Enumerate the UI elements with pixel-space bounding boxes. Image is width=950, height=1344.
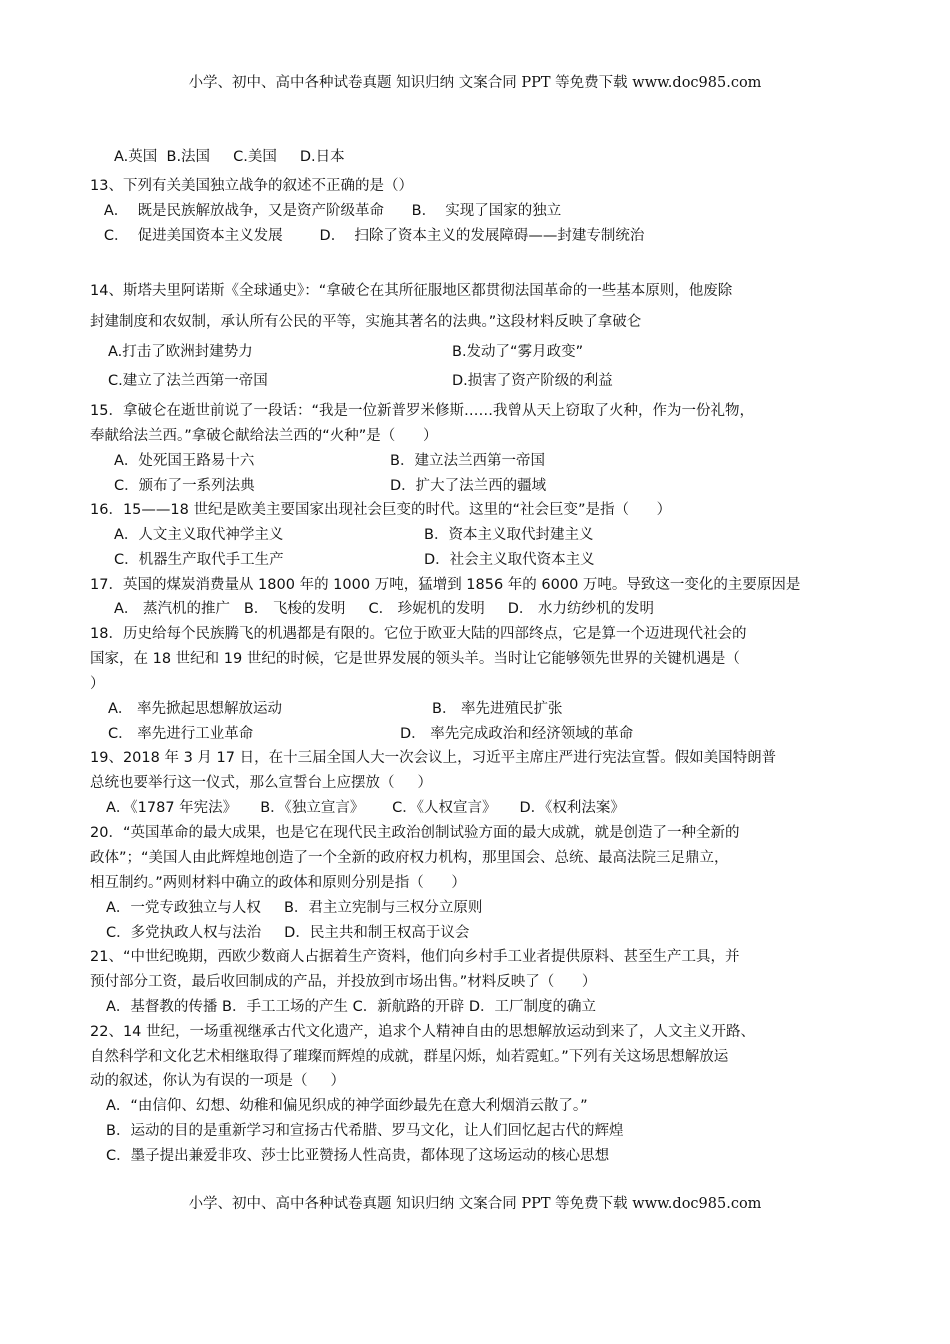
q18-option-d: D． 率先完成政治和经济领域的革命 <box>400 726 634 742</box>
q20-stem-1: 20．“英国革命的最大成果，也是它在现代民主政治创制试验方面的最大成就，就是创造了一种全新的 <box>90 825 740 841</box>
q22-option-c: C．墨子提出兼爱非攻、莎士比亚赞扬人性高贵，都体现了这场运动的核心思想 <box>106 1148 610 1164</box>
q13-stem: 13、下列有关美国独立战争的叙述不正确的是（） <box>90 178 413 194</box>
q20-options-ab: A．一党专政独立与人权 B．君主立宪制与三权分立原则 <box>106 900 483 916</box>
q20-stem-2: 政体”；“美国人由此辉煌地创造了一个全新的政府权力机构，那里国会、总统、最高法院三足鼎立， <box>90 850 729 866</box>
q20-options-cd: C．多党执政人权与法治 D．民主共和制王权高于议会 <box>106 925 470 941</box>
q21-stem-2: 预付部分工资，最后收回制成的产品，并投放到市场出售。”材料反映了（ ） <box>90 974 597 990</box>
q22-stem-1: 22、14 世纪，一场重视继承古代文化遗产，追求个人精神自由的思想解放运动到来了，人文主义开路、 <box>90 1024 756 1040</box>
q17-stem: 17．英国的煤炭消费量从 1800 年的 1000 万吨，猛增到 1856 年的 6000 万吨。导致这一变化的主要原因是 <box>90 577 801 593</box>
q18-option-c: C． 率先进行工业革命 <box>108 726 254 742</box>
q21-stem-1: 21、“中世纪晚期，西欧少数商人占据着生产资料，他们向乡村手工业者提供原料、甚至生产工具，并 <box>90 949 740 965</box>
q18-option-b: B． 率先进殖民扩张 <box>432 701 563 717</box>
q16-option-a: A．人文主义取代神学主义 <box>114 527 284 543</box>
q15-option-a: A．处死国王路易十六 <box>114 453 255 469</box>
q16-option-b: B．资本主义取代封建主义 <box>424 527 594 543</box>
q14-option-a: A.打击了欧洲封建势力 <box>108 344 253 360</box>
q13-options-ab: A． 既是民族解放战争，又是资产阶级革命 B． 实现了国家的独立 <box>90 203 562 219</box>
q15-stem-2: 奉献给法兰西。”拿破仑献给法兰西的“火种”是（ ） <box>90 428 438 444</box>
q22-stem-3: 动的叙述，你认为有误的一项是（ ） <box>90 1073 346 1089</box>
q19-stem-2: 总统也要举行这一仪式，那么宣誓台上应摆放（ ） <box>90 775 433 791</box>
q15-option-d: D．扩大了法兰西的疆域 <box>390 478 547 494</box>
q14-option-b: B.发动了“雾月政变” <box>452 344 584 360</box>
q21-options: A．基督教的传播 B．手工工场的产生 C．新航路的开辟 D．工厂制度的确立 <box>106 999 596 1015</box>
q20-stem-3: 相互制约。”两则材料中确立的政体和原则分别是指（ ） <box>90 875 466 891</box>
q17-options: A． 蒸汽机的推广 B． 飞梭的发明 C． 珍妮机的发明 D． 水力纺纱机的发明 <box>114 601 655 617</box>
q13-options-cd: C． 促进美国资本主义发展 D． 扫除了资本主义的发展障碍——封建专制统治 <box>90 228 645 244</box>
q15-option-b: B．建立法兰西第一帝国 <box>390 453 545 469</box>
q16-option-c: C．机器生产取代手工生产 <box>114 552 284 568</box>
q16-stem: 16．15——18 世纪是欧美主要国家出现社会巨变的时代。这里的“社会巨变”是指（ ） <box>90 502 672 518</box>
q16-option-d: D．社会主义取代资本主义 <box>424 552 595 568</box>
q18-option-a: A． 率先掀起思想解放运动 <box>108 701 283 717</box>
q22-option-b: B．运动的目的是重新学习和宣扬古代希腊、罗马文化，让人们回忆起古代的辉煌 <box>106 1123 624 1139</box>
q18-stem-2: 国家，在 18 世纪和 19 世纪的时候，它是世界发展的领头羊。当时让它能够领先世界的关键机遇是（ <box>90 651 740 667</box>
q14-stem-1: 14、斯塔夫里阿诺斯《全球通史》：“拿破仑在其所征服地区都贯彻法国革命的一些基本原则，他废除 <box>90 283 733 299</box>
q18-stem-3: ） <box>90 676 105 692</box>
q14-stem-2: 封建制度和农奴制，承认所有公民的平等，实施其著名的法典。”这段材料反映了拿破仑 <box>90 314 642 330</box>
q12-options: A.英国 B.法国 C.美国 D.日本 <box>114 149 345 165</box>
q19-options: A．《1787 年宪法》 B．《独立宣言》 C．《人权宣言》 D．《权利法案》 <box>106 800 625 816</box>
q19-stem-1: 19、2018 年 3 月 17 日，在十三届全国人大一次会议上，习近平主席庄严进行宪法宣誓。假如美国特朗普 <box>90 750 777 766</box>
q22-option-a: A．“由信仰、幻想、幼稚和偏见织成的神学面纱最先在意大利烟消云散了。” <box>106 1098 588 1114</box>
q14-option-d: D.损害了资产阶级的利益 <box>452 373 613 389</box>
q14-option-c: C.建立了法兰西第一帝国 <box>108 373 268 389</box>
q15-stem-1: 15．拿破仑在逝世前说了一段话：“我是一位新普罗米修斯……我曾从天上窃取了火种，作为一份礼物， <box>90 403 754 419</box>
q18-stem-1: 18．历史给每个民族腾飞的机遇都是有限的。它位于欧亚大陆的四部终点，它是算一个迈进现代社会的 <box>90 626 747 642</box>
q15-option-c: C．颁布了一系列法典 <box>114 478 255 494</box>
page-footer: 小学、初中、高中各种试卷真题 知识归纳 文案合同 PPT 等免费下载 www.doc985.com <box>188 1196 762 1212</box>
q22-stem-2: 自然科学和文化艺术相继取得了璀璨而辉煌的成就，群星闪烁，灿若霓虹。”下列有关这场思想解放运 <box>90 1049 729 1065</box>
page-header: 小学、初中、高中各种试卷真题 知识归纳 文案合同 PPT 等免费下载 www.doc985.com <box>188 75 762 91</box>
